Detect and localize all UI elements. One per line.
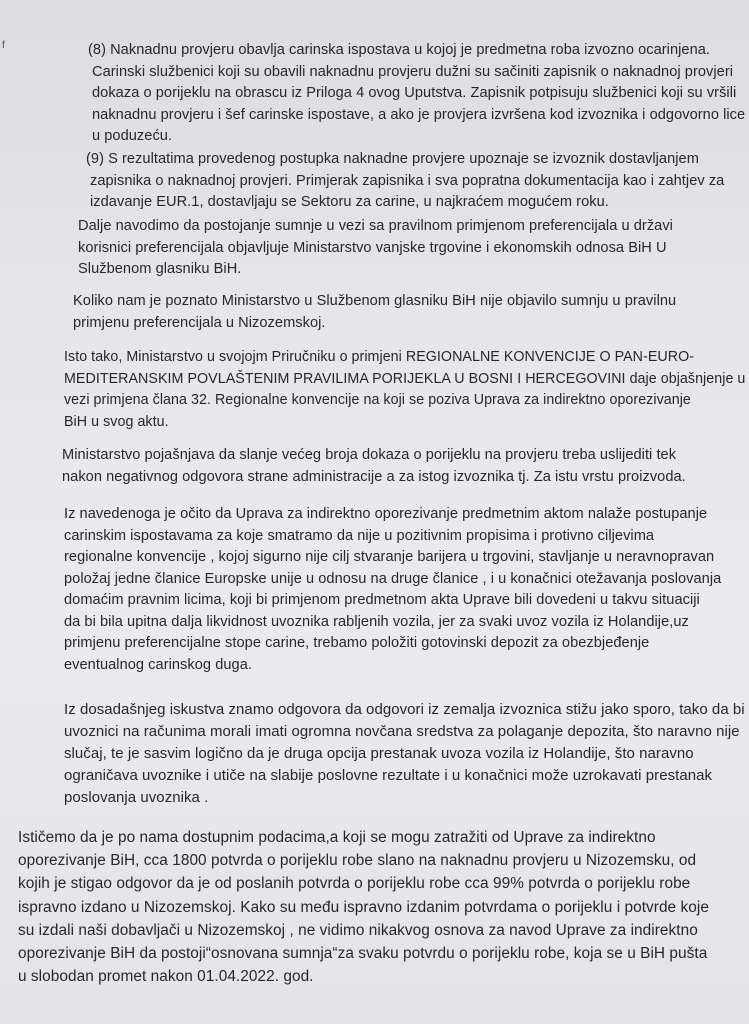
paragraph-koliko: [73, 291, 676, 334]
text-line: oporezivanje BiH, cca 1800 potvrda o porijeklu robe slano na naknadnu provjeru u Nizozemsku, od: [18, 852, 697, 870]
text-line: MEDITERANSKIM POVLAŠTENIM PRAVILIMA PORIJEKLA U BOSNI I HERCEGOVINI daje objašnjenje u: [64, 370, 746, 387]
paragraph-dalje: [78, 216, 673, 281]
text-line: regionalne konvencije , kojoj sigurno nije cilj stvaranje barijera u trgovini, stavljanje u neravnopravan: [64, 549, 715, 565]
text-line: Iz navedenoga je očito da Uprava za indirektno oporezivanje predmetnim aktom nalaže postupanje: [64, 506, 708, 522]
text-line: primjenu preferencijalne stope carine, trebamo položiti gotovinski depozit za obezbjeđenje: [64, 635, 650, 651]
paragraph-iz-dosadasnjeg: [64, 699, 749, 809]
text-line: zapisnika o naknadnoj provjeri. Primjerak zapisnika i sva popratna dokumentacija kao i zahtjev za: [90, 172, 725, 189]
text-line: vezi primjena člana 32. Regionalne konvencije na koji se poziva Uprava za indirektno oporezivanje: [64, 392, 691, 408]
text-line: u slobodan promet nakon 01.04.2022. god.: [18, 968, 314, 986]
text-line: Službenom glasniku BiH.: [78, 261, 242, 277]
text-line: kojih je stigao odgovor da je od poslanih potvrda o porijeklu robe cca 99% potvrda o porijeklu robe: [18, 875, 691, 893]
text-line: BiH u svog aktu.: [64, 413, 169, 430]
text-line: domaćim pravnim licima, koji bi primjenom predmetnom akta Uprave bili dovedeni u takvu situaciji: [64, 592, 700, 608]
text-line: Ističemo da je po nama dostupnim podacima,a koji se mogu zatražiti od Uprave za indirektno: [18, 829, 656, 846]
text-line: dokaza o porijeklu na obrascu iz Priloga 4 ovog Uputstva. Zapisnik potpisuju službenici koji su vršili: [92, 85, 737, 101]
text-line: Carinski službenici koji su obavili naknadnu provjeru dužni su sačiniti zapisnik o naknadnoj provjeri: [92, 63, 734, 80]
paragraph-9: [86, 149, 724, 214]
text-line: (9) S rezultatima provedenog postupka naknadne provjere upoznaje se izvoznik dostavljanjem: [86, 151, 699, 167]
text-line: uvoznici na računima morali imati ogromna novčana sredstva za polaganje depozita, što naravno nije: [64, 723, 740, 740]
text-line: Ministarstvo pojašnjava da slanje većeg broja dokaza o porijeklu na provjeru treba uslijediti tek: [62, 447, 677, 463]
text-line: korisnici preferencijala objavljuje Ministarstvo vanjske trgovine i ekonomskih odnosa BiH U: [78, 239, 667, 256]
text-line: Iz dosadašnjeg iskustva znamo odgovora da odgovori iz zemalja izvoznica stižu jako sporo, tako da bi: [64, 701, 745, 718]
text-line: naknadnu provjeru i šef carinske ispostave, a ako je provjera izvršena kod izvoznika i odgovorno lice: [92, 106, 746, 123]
text-line: da bi bila upitna dalja likvidnost uvoznika rabljenih vozila, jer za svaki uvoz vozila iz Holandije,uz: [64, 613, 689, 630]
text-line: su izdali naši dobavljači u Nizozemskoj , ne vidimo nikakvog osnova za navod Uprave za indirektno: [18, 921, 698, 939]
text-line: ispravno izdano u Nizozemskoj. Kako su među ispravno izdanim potvrdama o porijeklu i potvrde koje: [18, 898, 709, 916]
text-line: oporezivanje BiH da postoji“osnovana sumnja“za svaku potvrdu o porijeklu robe, koja se u BiH pušta: [18, 945, 708, 963]
text-line: ograničava uvoznike i utiče na slabije poslovne rezultate i u konačnici može uzrokavati prestanak: [64, 767, 713, 784]
text-line: u poduzeću.: [92, 128, 173, 144]
text-line: primjenu preferencijala u Nizozemskoj.: [73, 314, 326, 331]
text-line: carinskim ispostavama za koje smatramo da nije u pozitivnim propisima i protivno ciljevima: [64, 527, 655, 544]
text-line: Koliko nam je poznato Ministarstvo u Službenom glasniku BiH nije objavilo sumnju u pravilnu: [73, 293, 677, 309]
paragraph-iz-navedenoga: [64, 504, 721, 676]
paragraph-isticemo: [18, 826, 709, 988]
text-line: položaj jedne članice Europske unije u odnosu na druge članice , i u konačnici otežavanja poslovanja: [64, 570, 722, 587]
paragraph-ministarstvo: [62, 445, 686, 488]
text-line: eventualnog carinskog duga.: [64, 656, 252, 673]
text-line: izdavanje EUR.1, dostavljaju se Sektoru za carine, u najkraćem mogućem roku.: [90, 194, 609, 210]
paragraph-isto-tako: [64, 347, 749, 433]
margin-mark: f: [2, 40, 5, 51]
text-line: slučaj, te je sasvim logično da je druga opcija prestanak uvoza vozila iz Holandije, što naravno: [64, 745, 694, 762]
text-line: nakon negativnog odgovora strane administracije a za istog izvoznika tj. Za istu vrstu proizvoda.: [62, 468, 686, 485]
text-line: (8) Naknadnu provjeru obavlja carinska ispostava u kojoj je predmetna roba izvozno ocarinjena.: [88, 42, 711, 58]
paragraph-8: [88, 40, 745, 148]
text-line: Isto tako, Ministarstvo u svojojm Priručniku o primjeni REGIONALNE KONVENCIJE O PAN-EURO-: [64, 349, 695, 365]
text-line: poslovanja uvoznika .: [64, 789, 209, 806]
text-line: Dalje navodimo da postojanje sumnje u vezi sa pravilnom primjenom preferencijala u državi: [78, 218, 673, 234]
